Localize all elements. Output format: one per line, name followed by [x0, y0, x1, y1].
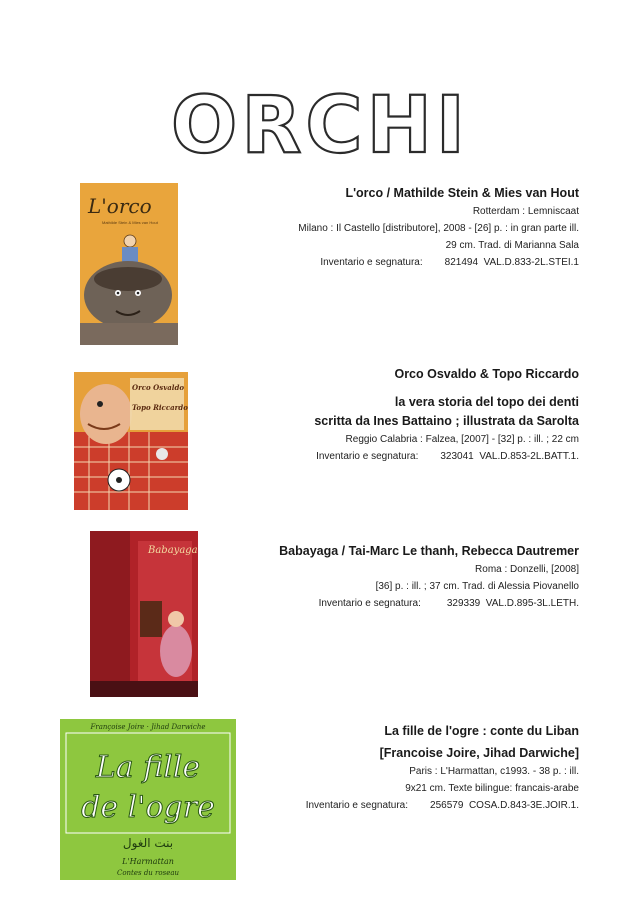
inventory-label: Inventario e segnatura: — [320, 257, 423, 268]
book-cover-babayaga — [90, 531, 198, 697]
cover-arabic-title: بنت الغول — [122, 836, 174, 850]
entry-title: Babayaga / Tai-Marc Le thanh, Rebecca Dautremer — [279, 544, 579, 558]
entry-title: [Francoise Joire, Jihad Darwiche] — [379, 746, 579, 760]
shelfmark: VAL.D.895-3L.LETH. — [485, 598, 579, 609]
cover-title: Topo Riccardo — [132, 403, 188, 412]
entry-title: La fille de l'ogre : conte du Liban — [384, 724, 579, 738]
entry-title: L'orco / Mathilde Stein & Mies van Hout — [345, 186, 579, 200]
entry-detail: 29 cm. Trad. di Marianna Sala — [445, 240, 579, 251]
cover-authors: Françoise Joire · Jihad Darwiche — [90, 723, 206, 731]
inventory-number: 329339 — [446, 598, 481, 609]
entry-title: scritta da Ines Battaino ; illustrata da Sarolta — [314, 414, 579, 428]
page-title-text: ORCHI — [171, 81, 469, 166]
entry-detail: Milano : Il Castello [distributore], 2008 - [26] p. : in gran parte ill. — [298, 223, 579, 234]
page-title — [150, 80, 490, 166]
inventory-number: 821494 — [444, 257, 479, 268]
entry-title: la vera storia del topo dei denti — [394, 395, 579, 409]
entry-detail: Reggio Calabria : Falzea, [2007] - [32] p. : ill. ; 22 cm — [345, 434, 579, 445]
entry-title: Orco Osvaldo & Topo Riccardo — [394, 367, 579, 381]
inventory-line — [249, 595, 579, 612]
inventory-label: Inventario e segnatura: — [316, 451, 419, 462]
inventory-line — [249, 797, 579, 814]
inventory-label: Inventario e segnatura: — [318, 598, 421, 609]
inventory-line — [249, 254, 579, 271]
shelfmark: VAL.D.833-2L.STEI.1 — [483, 257, 579, 268]
book-cover-orco-osvaldo — [74, 372, 188, 510]
inventory-label: Inventario e segnatura: — [305, 800, 409, 811]
cover-title: La fille — [95, 750, 201, 785]
cover-subtitle: Mathilde Stein & Mies van Hout — [102, 220, 158, 225]
catalog-entry — [249, 722, 579, 814]
inventory-number: 323041 — [440, 451, 474, 462]
cover-title: Babayaga — [148, 545, 198, 556]
catalog-entry — [249, 365, 579, 465]
inventory-number: 256579 — [430, 800, 464, 811]
page-title-graphic — [150, 80, 490, 166]
cover-title: de l'ogre — [81, 790, 215, 825]
book-cover-la-fille-de-logre — [60, 719, 236, 880]
cover-title: Orco Osvaldo — [132, 383, 185, 392]
cover-title: L'orco — [88, 194, 152, 218]
entry-detail: Paris : L'Harmattan, c1993. - 38 p. : ill. — [409, 766, 579, 777]
shelfmark: VAL.D.853-2L.BATT.1. — [479, 451, 579, 462]
entry-detail: Rotterdam : Lemniscaat — [472, 206, 579, 217]
catalog-entry — [249, 542, 579, 612]
book-cover-lorco — [80, 183, 178, 345]
cover-publisher: L'Harmattan — [122, 857, 174, 866]
shelfmark: COSA.D.843-3E.JOIR.1. — [468, 800, 579, 811]
entry-detail: [36] p. : ill. ; 37 cm. Trad. di Alessia Piovanello — [375, 581, 579, 592]
entry-detail: 9x21 cm. Texte bilingue: francais-arabe — [405, 783, 579, 794]
entry-detail: Roma : Donzelli, [2008] — [475, 564, 579, 575]
catalog-entry — [249, 184, 579, 271]
cover-collection: Contes du roseau — [116, 869, 180, 877]
inventory-line — [249, 448, 579, 465]
